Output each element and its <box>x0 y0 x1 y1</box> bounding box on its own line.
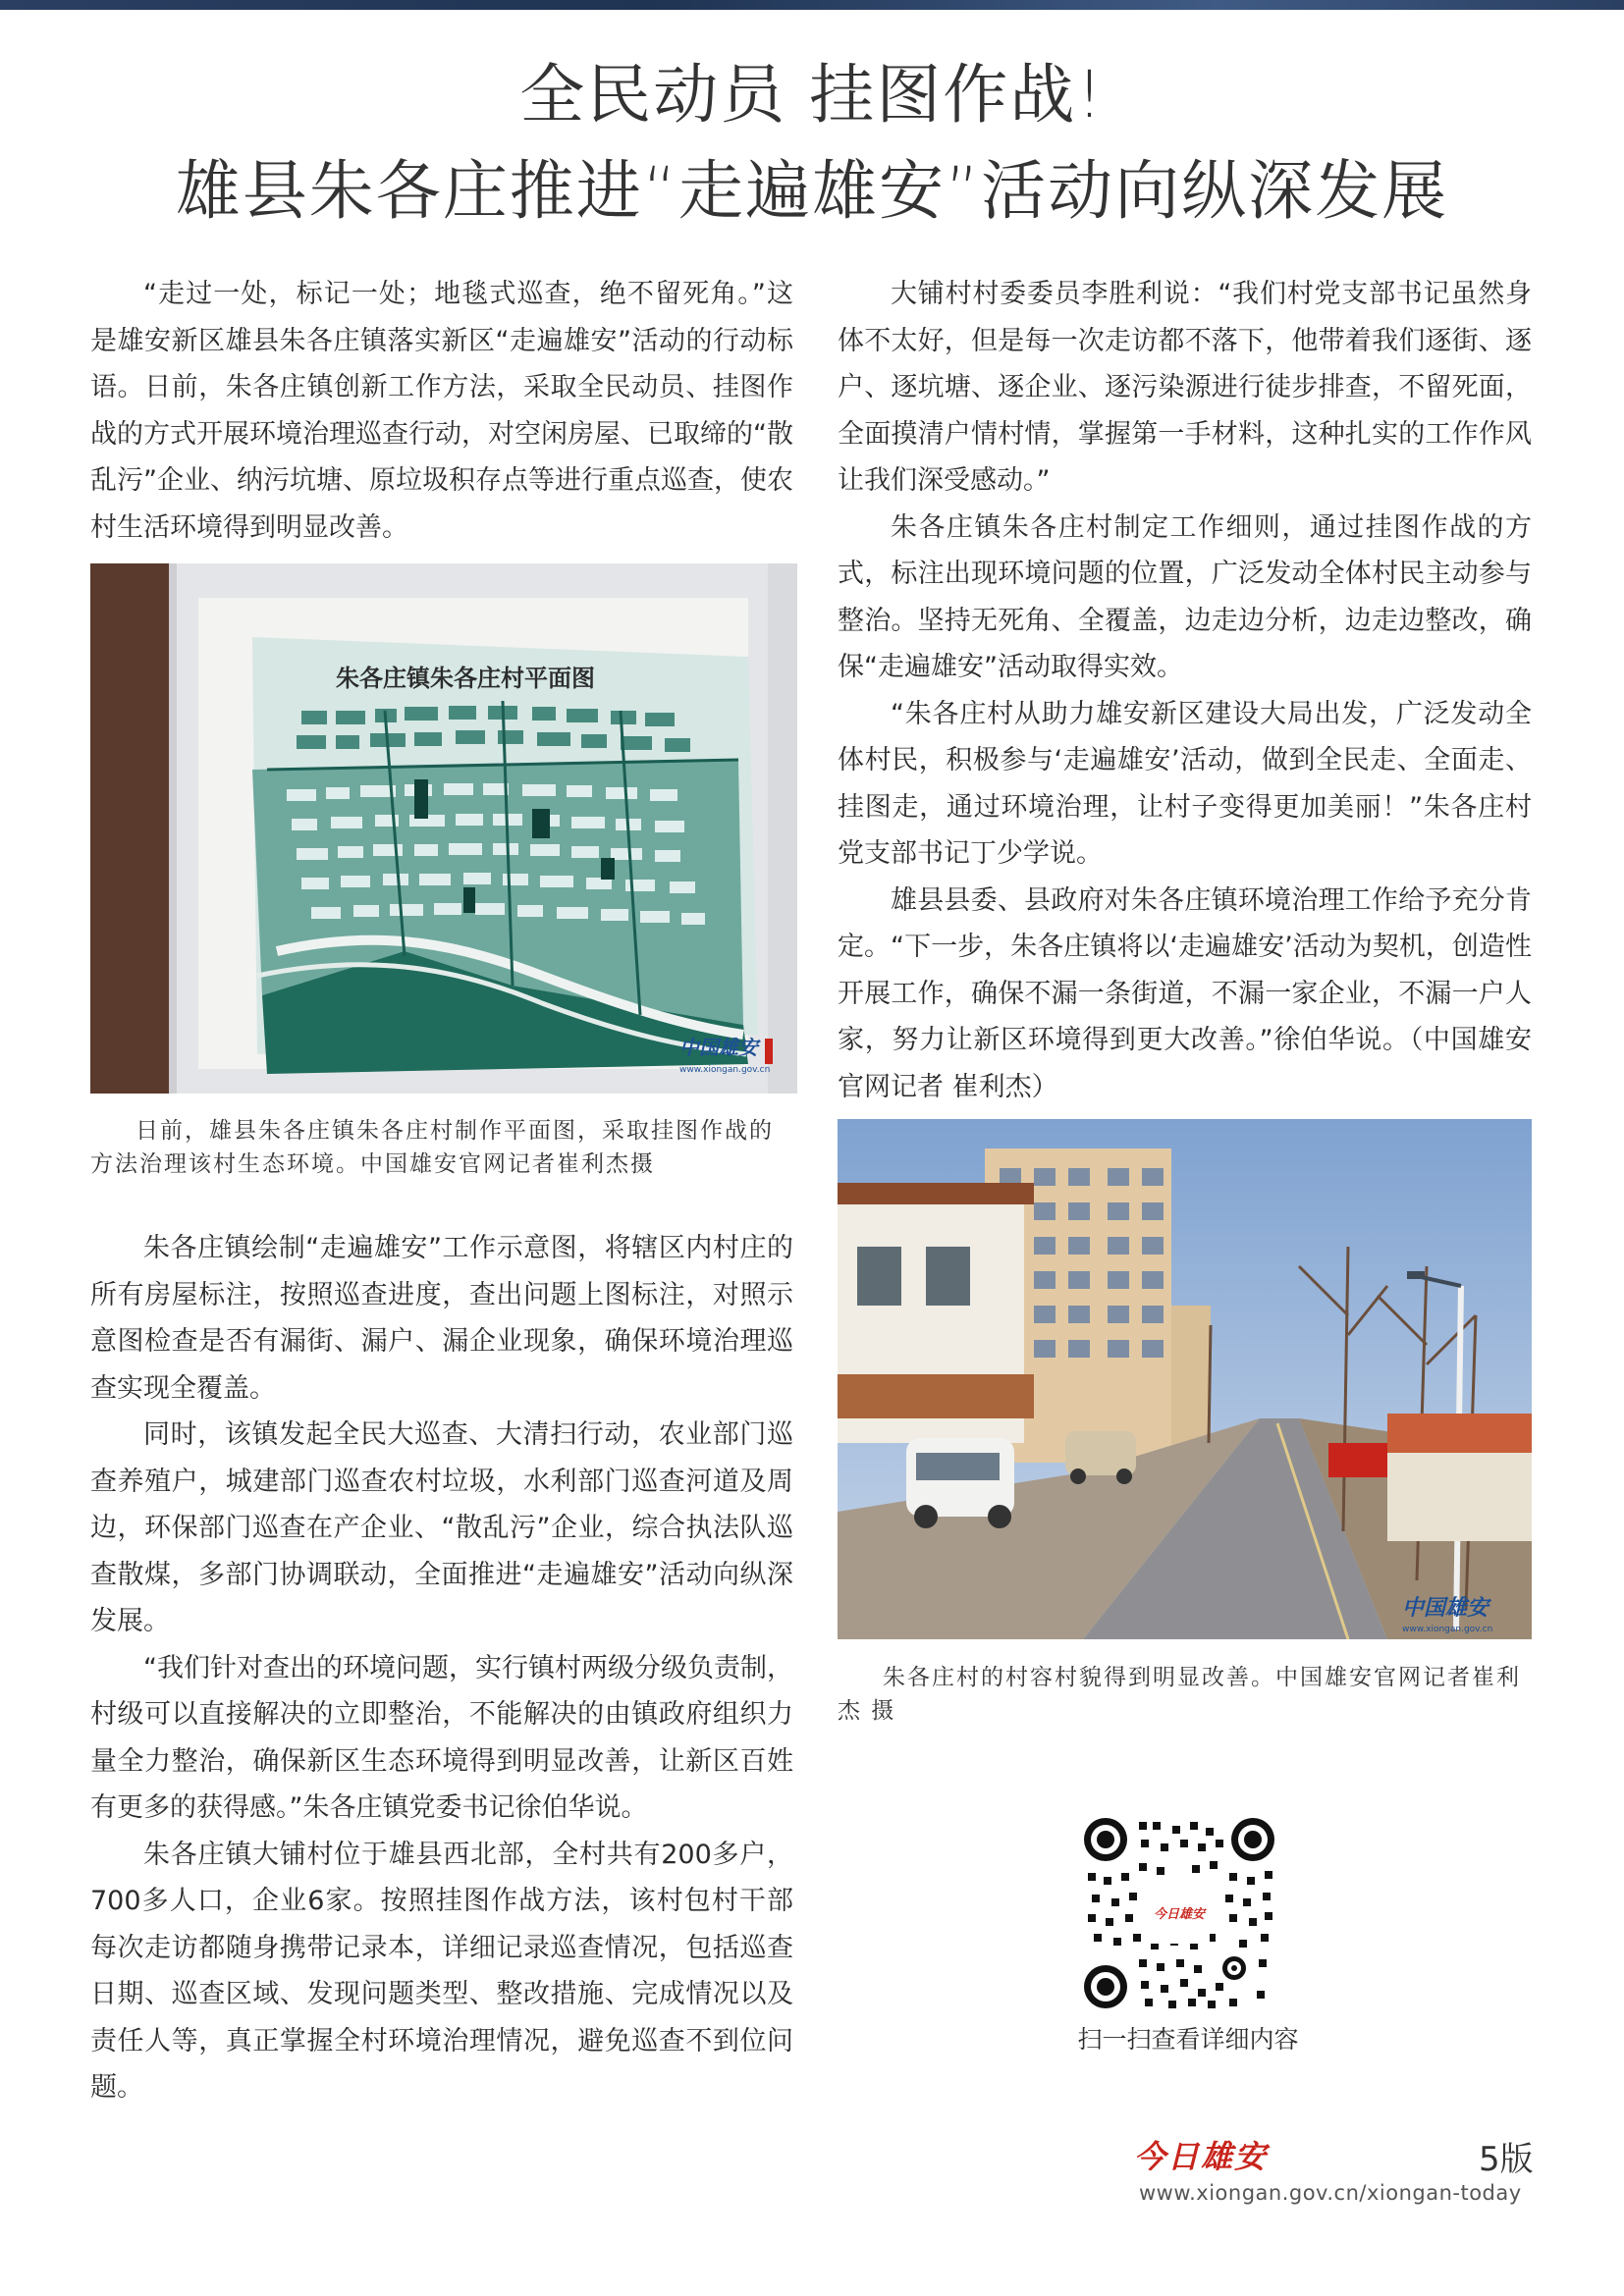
article-paragraph: 大铺村村委委员李胜利说：“我们村党支部书记虽然身体不太好，但是每一次走访都不落下，他带着我们逐街、逐户、逐坑塘、逐企业、逐污染源进行徒步排查，不留死面，全面摸清户情村情，掌握第一手材料，这种扎实的工作作风让我们深受感动。” <box>838 279 1532 496</box>
left-column-top <box>90 271 793 551</box>
street-watermark-url: www.xiongan.gov.cn <box>1402 1625 1493 1634</box>
article-paragraph: 雄县县委、县政府对朱各庄镇环境治理工作给予充分肯定。“下一步，朱各庄镇将以‘走遍雄安’活动为契机，创造性开展工作，确保不漏一条街道，不漏一家企业，不漏一户人家，努力让新区环境得到更大改善。”徐伯华说。（中国雄安官网记者 崔利杰） <box>838 884 1532 1102</box>
site-url-link[interactable]: www.xiongan.gov.cn/xiongan-today <box>1139 2181 1522 2205</box>
map-title: 朱各庄镇朱各庄村平面图 <box>336 665 595 692</box>
left-column-bottom <box>90 1225 793 2111</box>
qr-code[interactable] <box>1082 1816 1276 2010</box>
headline-line-1: 全民动员 挂图作战! <box>519 57 1105 133</box>
qr-center-logo: 今日雄安 <box>1153 1907 1206 1922</box>
village-street-photo <box>838 1119 1532 1639</box>
article-paragraph: 朱各庄镇绘制“走遍雄安”工作示意图，将辖区内村庄的所有房屋标注，按照巡查进度，查出问题上图标注，对照示意图检查是否有漏街、漏户、漏企业现象，确保环境治理巡查实现全覆盖。 <box>90 1233 793 1404</box>
map-watermark-url: www.xiongan.gov.cn <box>679 1065 771 1075</box>
map-photo-caption: 日前，雄县朱各庄镇朱各庄村制作平面图，采取挂图作战的方法治理该村生态环境。中国雄安官网记者崔利杰摄 <box>90 1118 774 1177</box>
qr-label: 扫一扫查看详细内容 <box>1077 2025 1299 2054</box>
street-photo-caption: 朱各庄村的村容村貌得到明显改善。中国雄安官网记者崔利杰 摄 <box>838 1665 1521 1724</box>
street-watermark: 中国雄安 <box>1402 1595 1489 1621</box>
page-number: 5版 <box>1479 2140 1534 2179</box>
article-paragraph: “朱各庄村从助力雄安新区建设大局出发，广泛发动全体村民，积极参与‘走遍雄安’活动，做到全民走、全面走、挂图走，通过环境治理，让村子变得更加美丽！”朱各庄村党支部书记丁少学说。 <box>838 698 1532 869</box>
headline-line-2: 雄县朱各庄推进“走遍雄安”活动向纵深发展 <box>175 153 1449 229</box>
right-column <box>838 271 1532 1110</box>
brand-logo: 今日雄安 <box>1134 2138 1269 2175</box>
village-map-photo <box>90 563 797 1094</box>
article-paragraph: “走过一处，标记一处；地毯式巡查，绝不留死角。”这是雄安新区雄县朱各庄镇落实新区“走遍雄安”活动的行动标语。日前，朱各庄镇创新工作方法，采取全民动员、挂图作战的方式开展环境治理巡查行动，对空闲房屋、已取缔的“散乱污”企业、纳污坑塘、原垃圾积存点等进行重点巡查，使农村生活环境得到明显改善。 <box>90 279 793 543</box>
article-paragraph: 朱各庄镇朱各庄村制定工作细则，通过挂图作战的方式，标注出现环境问题的位置，广泛发动全体村民主动参与整治。坚持无死角、全覆盖，边走边分析，边走边整改，确保“走遍雄安”活动取得实效。 <box>838 511 1532 682</box>
map-watermark: 中国雄安 <box>679 1036 758 1059</box>
top-banner-bar <box>0 0 1624 10</box>
article-paragraph: 朱各庄镇大铺村位于雄县西北部，全村共有200多户，700多人口，企业6家。按照挂图作战方法，该村包村干部每次走访都随身携带记录本，详细记录巡查情况，包括巡查日期、巡查区域、发现问题类型、整改措施、完成情况以及责任人等，真正掌握全村环境治理情况，避免巡查不到位问题。 <box>90 1839 793 2103</box>
article-paragraph: 同时，该镇发起全民大巡查、大清扫行动，农业部门巡查养殖户，城建部门巡查农村垃圾，水利部门巡查河道及周边，环保部门巡查在产企业、“散乱污”企业，综合执法队巡查散煤，多部门协调联动，全面推进“走遍雄安”活动向纵深发展。 <box>90 1419 793 1636</box>
article-paragraph: “我们针对查出的环境问题，实行镇村两级分级负责制，村级可以直接解决的立即整治，不能解决的由镇政府组织力量全力整治，确保新区生态环境得到明显改善，让新区百姓有更多的获得感。”朱各庄镇党委书记徐伯华说。 <box>90 1652 793 1823</box>
